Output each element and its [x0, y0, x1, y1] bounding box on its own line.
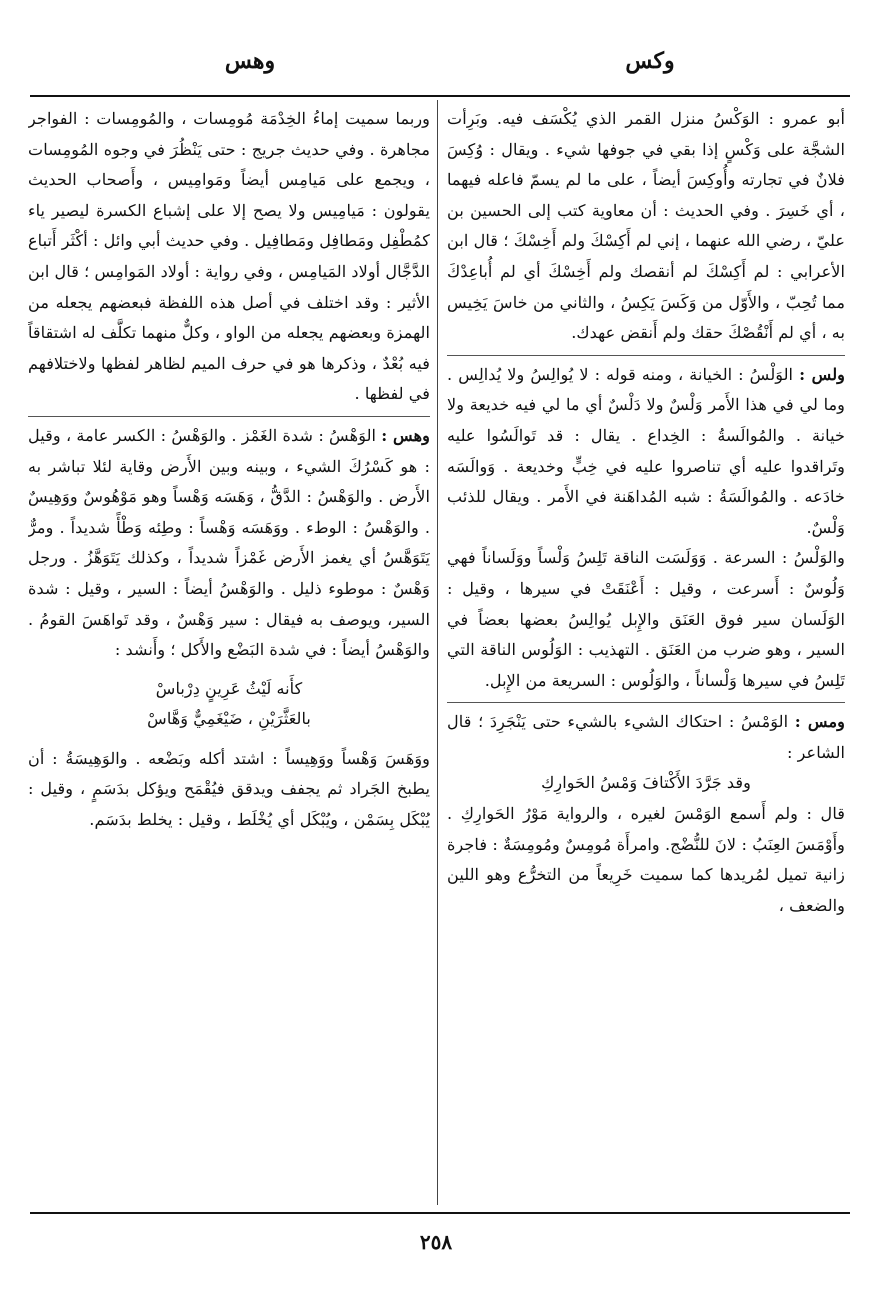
entry-wls-paragraph-2: والوَلْسُ : السرعة . وَوَلَسَت الناقة تَلِسُ وَلْساً ووَلَساناً فهي وَلُوسٌ : أَسرعت ، وقيل : أَعْنَقَتْ في سيرها ، وقيل : الوَلَسان سير فوق العَنَق والإِبل يُوالِسُ بعضها بعضاً في السير ، وهو ضرب من العَنَق . التهذيب : الوَلُوس الناقة التي تَلِسُ في سيرها وَلْساناً ، والوَلُوس : السريعة من الإِبل. — [447, 548, 845, 690]
entry-wks-text: أبو عمرو : الوَكْسُ منزل القمر الذي يُكْسَف فيه. وبَرِأت الشجَّة على وَكْسٍ إذا بقي في جوفها شيء . ويقال : وُكِسَ فلانٌ في تجارته وأُوكِسَ أيضاً ، على ما لم يسمّ فاعله فيهما ، أي خَسِرَ . وفي الحديث : أن معاوية كتب إلى الحسين بن عليّ ، رضي الله عنهما ، إني لم أَكِسْكَ ولم أَخِسْكَ ؛ قال ابن الأعرابي : لم أَكِسْكَ لم أنقصك ولم أَخِسْكَ أي لم أُباعِدْكَ مما تُحِبّ ، والأَوّل من وَكَسَ يَكِسُ ، والثاني من خاسَ يَخِيس به ، أي لم أَنْقُصْكَ حقك ولم أَنقض عهدك. — [447, 109, 845, 343]
header-rule — [30, 95, 850, 97]
entry-wls-text: الوَلْسُ : الخيانة ، ومنه قوله : لا يُوالِسُ ولا يُدالِس . وما لي في هذا الأَمر وَلْسٌ ولا دَلْسٌ أي ما لي فيه خديعة ولا خيانة . والمُوالَسةُ : الخِداع . يقال : قد تَوالَسُوا عليه وتَراقدوا عليه أي تناصروا عليه في خِبٍّ وخديعة . وَوالَسَه خادَعه . والمُوالَسَةُ : شبه المُداهَنة في الأَمر . ويقال للذئب وَلْسٌ. — [447, 364, 845, 537]
entry-wls — [447, 360, 845, 544]
entry-headword-wls: ولس : — [799, 364, 845, 384]
entry-wms-continuation: قال : ولم أَسمع الوَمْسَ لغيره ، والرواية مَوْرُ الحَوارِكِ . وأَوْمَسَ العِنَبُ : لانَ للنُّضْج. وامرأَة مُومِسٌ ومُومِسَةٌ : فاجرة زانية تميل لمُريدها كما سميت خَرِيعاً من التخرُّع وهو اللين والضعف ، — [447, 804, 845, 915]
entry-whs-text: الوَهْسُ : شدة الغَمْز . والوَهْسُ : الكسر عامة ، وقيل : هو كَسْرُكَ الشيء ، وبينه وبين الأَرض وقاية لئلا تباشر به الأَرض . والوَهْسُ : الدَّقُّ ، وَهَسَه وَهْساً وهو مَوْهُوسٌ ووَهِيسٌ . والوَهْسُ : الوطء . ووَهَسَه وَهْساً : وطِئه وَطْأً شديداً . ومرٌّ يَتَوَهَّسُ أي يغمز الأَرض غَمْزاً شديداً ، وكذلك يَتَوَهَّزُ . ورجل وَهْسٌ : موطوء ذليل . والوَهْسُ أيضاً : السير ، وقيل : شدة السير، ويوصف به فيقال : سير وَهْسٌ ، وقد تَواهَسَ القومُ . والوَهْسُ أيضاً : في شدة البَضْع والأَكل ؛ وأَنشد : — [28, 425, 430, 660]
left-column — [28, 104, 430, 1204]
entry-headword-whs: وهس : — [381, 425, 430, 445]
entry-wms-text: الوَمْسُ : احتكاك الشيء بالشيء حتى يَنْجَرِدَ ؛ قال الشاعر : — [447, 712, 845, 762]
poem-verse-line-2: بالعَثَّرَيْنِ ، ضَيْغَمِيٌّ وَهَّاسْ — [147, 708, 311, 728]
poem-couplet — [28, 674, 430, 734]
entry-wms — [447, 707, 845, 768]
entry-separator — [447, 702, 845, 703]
header-root-word-right: وكس — [625, 48, 675, 74]
page-number: ٢٥٨ — [419, 1230, 453, 1254]
poem-verse-line-1: كأَنه لَيْثُ عَرِينٍ دِرْباسْ — [155, 678, 303, 698]
footer-rule — [30, 1212, 850, 1214]
entry-separator — [447, 355, 845, 356]
entry-separator — [28, 416, 430, 417]
poem-verse: وقد جَرَّدَ الأَكْتافَ وَمْسُ الحَوارِكِ — [541, 773, 751, 793]
entry-headword-wms: ومس : — [794, 712, 845, 732]
entry-whs-paragraph-2: ووَهَسَ وَهْساً ووَهِيساً : اشتد أكله وبَضْعه . والوَهِيسَةُ : أن يطبخ الجَراد ثم يجفف ويدقق فيُقْمَح ويؤكل بدَسَمٍ ، وقيل : يُبْكَل بِسَمْن ، ويُبْكَل أي يُخْلَط ، وقيل : يخلط بدَسَم. — [28, 748, 430, 829]
entry-whs — [28, 421, 430, 666]
column-divider — [437, 100, 438, 1205]
header-root-word-left: وهس — [224, 48, 276, 74]
right-column — [447, 104, 845, 1204]
entry-wms-continued: وربما سميت إماءُ الخِدْمَة مُومِسات ، والمُومِسات : الفواجر مجاهرة . وفي حديث جريج : حتى يَنْظُرَ في وجوه المُومِسات ، ويجمع على مَيامِس أيضاً ومَوامِيس ، وأَصحاب الحديث يقولون : مَيامِيس ولا يصح إلا على إشباع الكسرة ليصير ياء كمُطْفِل ومَطافِل ومَطافِيل . وفي حديث أبي وائل : أكْثَر أَتباع الدَّجَّال أولاد المَيامِس ، وفي رواية : أولاد المَوامِس ؛ قال ابن الأثير : وقد اختلف في أصل هذه اللفظة فبعضهم يجعله من الهمزة وبعضهم يجعله من الواو ، وكلٌّ منهما تكلَّف له اشتقاقاً فيه بُعْدٌ ، وذكرها هو في حرف الميم لظاهر لفظها ولاختلافهم في لفظها . — [28, 109, 430, 404]
